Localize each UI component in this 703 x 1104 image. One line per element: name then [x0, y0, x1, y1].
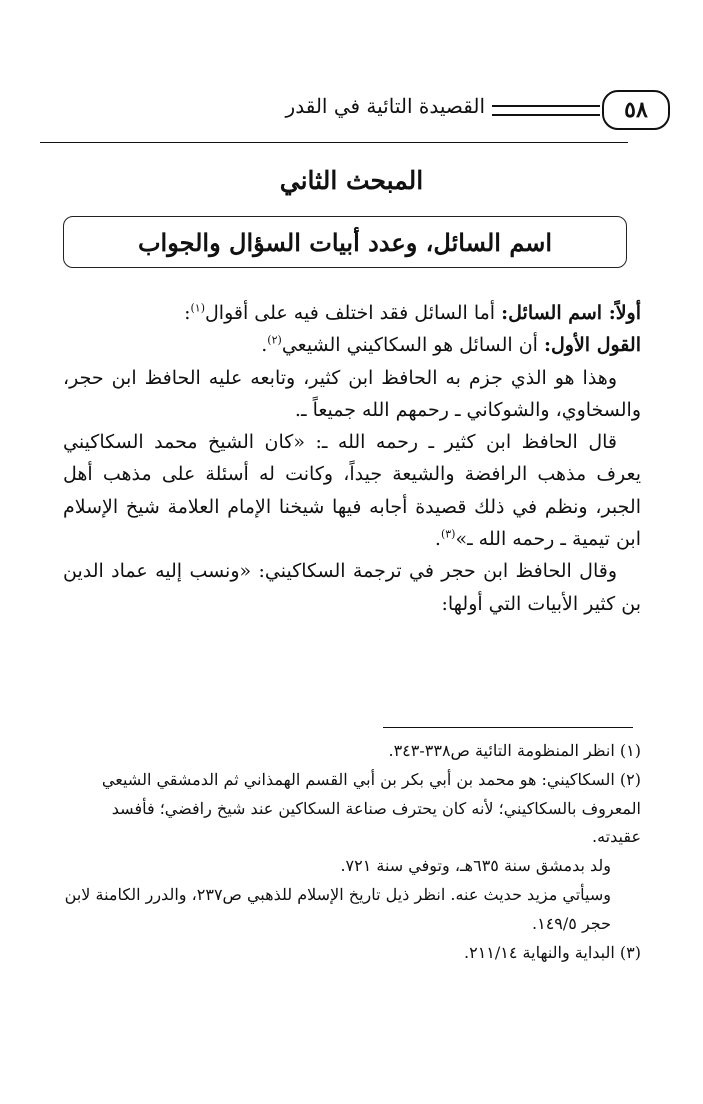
subtitle-text: اسم السائل، وعدد أبيات السؤال والجواب [137, 227, 553, 257]
paragraph-1-end: : [184, 302, 191, 324]
footnote-1: (١) انظر المنظومة التائية ص٣٣٨-٣٤٣. [388, 741, 641, 760]
paragraph-5: وقال الحافظ ابن حجر في ترجمة السكاكيني: «ونسب إليه عماد الدين بن كثير الأبيات التي أولها: [63, 560, 641, 615]
paragraph-4 [63, 426, 641, 555]
footnote-2-birth-death: ولد بدمشق سنة ٦٣٥هـ، وتوفي سنة ٧٢١. [340, 856, 611, 876]
running-header [40, 88, 670, 132]
paragraph-4-text: قال الحافظ ابن كثير ـ رحمه الله ـ: «كان الشيخ محمد السكاكيني يعرف مذهب الرافضة والشيعة جيداً، وكانت له أسئلة على مذهب أهل الجبر، ونظم في ذلك قصيدة أجابه فيها شيخنا الإمام العلامة شيخ الإسلام ابن تيمية ـ رحمه الله ـ» [63, 431, 641, 551]
paragraph-1 [63, 297, 641, 329]
paragraph-4-end: . [434, 528, 441, 551]
footnote-ref-2: (٢) [267, 333, 282, 347]
paragraph-2-label: القول الأول: [543, 334, 641, 357]
section-title: المبحث الثاني [279, 166, 424, 195]
paragraph-3: وهذا هو الذي جزم به الحافظ ابن كثير، وتابعه عليه الحافظ ابن حجر، والسخاوي، والشوكاني ـ رحمهم الله جميعاً ـ. [63, 366, 641, 421]
footnote-separator [383, 727, 633, 728]
body-text [63, 297, 641, 620]
paragraph-1-label: أولاً: اسم السائل: [501, 302, 641, 324]
footnote-ref-1: (١) [190, 301, 205, 315]
footnote-3: (٣) البداية والنهاية ٢١١/١٤. [464, 942, 641, 962]
footnotes [63, 737, 641, 967]
paragraph-2-end: . [261, 334, 268, 357]
footnote-ref-3: (٣) [440, 527, 456, 541]
footnote-2: (٢) السكاكيني: هو محمد بن أبي بكر بن أبي القسم الهمذاني ثم الدمشقي الشيعي المعروف بالسكاكيني؛ لأنه كان يحترف صناعة السكاكين عند شيخ رافضي؛ فأفسد عقيدته. [101, 769, 641, 847]
running-title: القصيدة التائية في القدر [285, 94, 485, 118]
subtitle-box [63, 216, 627, 268]
header-ornament-lines [492, 105, 600, 116]
header-rule [40, 142, 628, 143]
paragraph-1-text: أما السائل فقد اختلف فيه على أقوال [205, 302, 502, 324]
page-number: ٥٨ [602, 90, 670, 130]
paragraph-2-text: أن السائل هو السكاكيني الشيعي [281, 334, 544, 357]
paragraph-2 [63, 329, 641, 361]
footnote-2-sources: وسيأتي مزيد حديث عنه. انظر ذيل تاريخ الإسلام للذهبي ص٢٣٧، والدرر الكامنة لابن حجر ١٤٩/٥. [64, 884, 611, 933]
